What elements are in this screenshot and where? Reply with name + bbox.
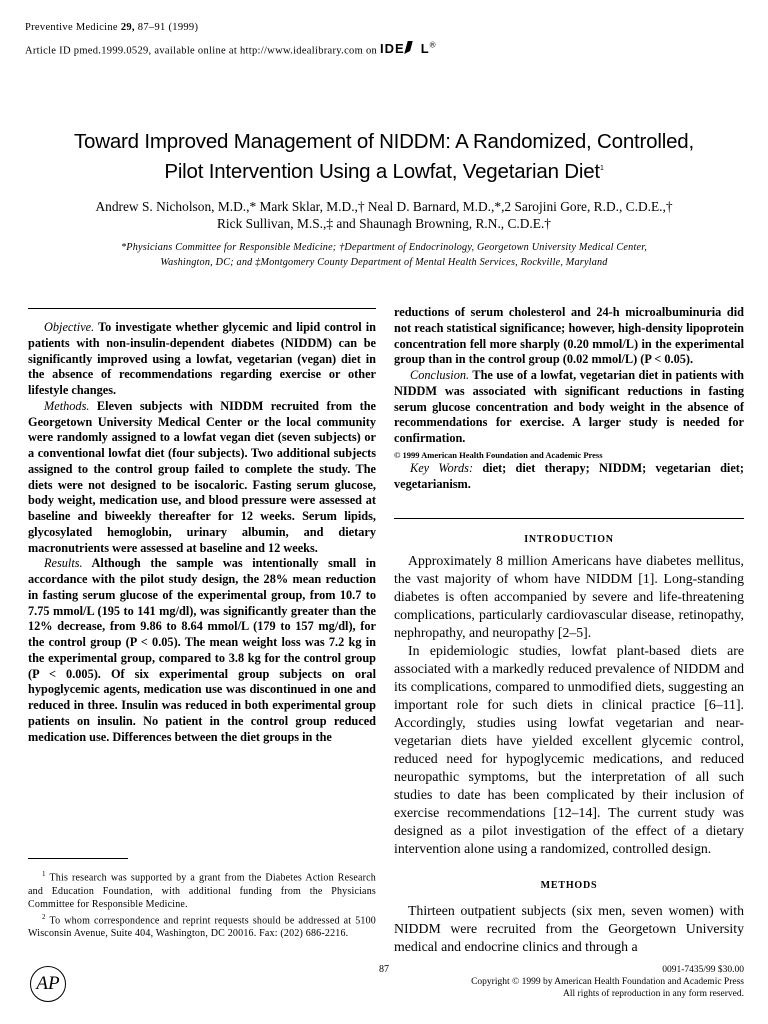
ideal-logo: IDE L®: [380, 41, 437, 57]
affil-line-1: *Physicians Committee for Responsible Medicine; †Department of Endocrinology, Georgetown University Medical Center,: [121, 242, 647, 253]
title-line-1: Toward Improved Management of NIDDM: A Randomized, Controlled,: [74, 130, 694, 153]
academic-press-logo-icon: AP: [30, 966, 66, 1002]
journal-name: Preventive Medicine: [25, 22, 118, 33]
article-title: [20, 128, 748, 185]
footer-copyright: Copyright © 1999 by American Health Foundation and Academic Press: [471, 977, 744, 987]
abstract-keywords: Key Words: diet; diet therapy; NIDDM; vegetarian diet; vegetarianism.: [394, 460, 744, 491]
page-number: 87: [379, 964, 389, 975]
abstract-conclusion: Conclusion. The use of a lowfat, vegetarian diet in patients with NIDDM was associated with significant reductions in fasting serum glucose concentration and body weight in the absence of recommendations for exercise. A larger study is needed for confirmation.: [394, 368, 744, 445]
authors-line-1: Andrew S. Nicholson, M.D.,* Mark Sklar, M.D.,† Neal D. Barnard, M.D.,*,2 Sarojini Gore, R.D., C.D.E.,†: [95, 199, 673, 214]
methods-paragraph-1: Thirteen outpatient subjects (six men, seven women) with NIDDM were recruited from the Georgetown University medical and endocrine clinics and through a: [394, 903, 744, 954]
abstract-results: Results. Although the sample was intentionally small in accordance with the pilot study design, the 28% mean reduction in fasting serum glucose of the experimental group, from 10.7 to 7.75 mmol/L (195 to 141 mg/dl), was significantly greater than the 12% decrease, from 9.86 to 8.64 mmol/L (179 to 157 mg/dl), for the control group (P < 0.05). The mean weight loss was 7.2 kg in the experimental group, compared to 3.8 kg for the control group (P < 0.005). Of six experimental group subjects on oral hypoglycemic agents, medication use was discontinued in one and reduced in three. Insulin was reduced in both experimental group patients on insulin. No patient in the control group reduced medication use. Differences between the diet groups in the: [28, 556, 376, 744]
footnote-rule: [28, 858, 128, 859]
footnote-1: $^1$ This research was supported by a grant from the Diabetes Action Research and Education Foundation, with additional funding from the Physicians Committee for Responsible Medicine.: [28, 870, 376, 910]
footer-rights: All rights of reproduction in any form reserved.: [563, 989, 744, 999]
abstract-top-rule: [28, 308, 376, 309]
author-list: [20, 198, 748, 232]
journal-volume: 29,: [120, 22, 135, 33]
article-id-line: [25, 38, 437, 58]
intro-paragraph-2: In epidemiologic studies, lowfat plant-based diets are associated with a markedly reduced prevalence of NIDDM and its complications, compared to unmodified diets, suggesting an important role for such diets in clinical practice [6–11]. Accordingly, studies using lowfat vegetarian and near-vegetarian diets have yielded excellent glycemic control, reduced need for hypoglycemic medications, and reduced neuropathic symptoms, but the interpretation of all such studies to date has been complicated by their inclusion of exercise recommendations [12–14]. The current study was designed as a pilot investigation of the effect of a dietary intervention alone using a randomized, controlled design.: [394, 643, 744, 856]
abstract-left-column: [28, 320, 376, 745]
abstract-copyright: © 1999 American Health Foundation and Academic Press: [394, 449, 603, 460]
methods-heading: METHODS: [540, 880, 598, 891]
objective-label: Objective.: [44, 320, 95, 334]
page-footer: [394, 964, 744, 1000]
journal-pages: 87–91 (1999): [137, 22, 199, 33]
footnote-2: $^2$ To whom correspondence and reprint requests should be addressed at 5100 Wisconsin Avenue, Suite 404, Washington, DC 20016. Fax: (202) 686-2216.: [28, 912, 376, 940]
abstract-bottom-rule: [394, 518, 744, 519]
intro-paragraph-1: Approximately 8 million Americans have diabetes mellitus, the vast majority of whom have NIDDM [1]. Long-standing diabetes is often accompanied by severe and life-threatening complications, particularly cardiovascular disease, retinopathy, nephropathy, and neuropathy [2–5].: [394, 553, 744, 640]
journal-citation: [25, 20, 198, 35]
footnotes: [28, 868, 376, 941]
affiliations: [20, 240, 748, 270]
abstract-right-column: [394, 305, 744, 492]
ideal-logo-mark-icon: [404, 41, 421, 54]
intro-heading: INTRODUCTION: [524, 534, 614, 545]
abstract-methods: Methods. Eleven subjects with NIDDM recruited from the Georgetown University Medical Center or the local community were randomly assigned to a lowfat vegan diet (seven subjects) or a conventional lowfat diet (four subjects). Two additional subjects assigned to the control group failed to complete the study. The diets were not designed to be isocaloric. Fasting serum glucose, body weight, medication use, and blood pressure were assessed at baseline and biweekly thereafter for 12 weeks. Serum lipids, glycosylated hemoglobin, urinary albumin, and dietary macronutrients were assessed at baseline and 12 weeks.: [28, 398, 376, 555]
authors-line-2: Rick Sullivan, M.S.,‡ and Shaunagh Browning, R.N., C.D.E.†: [216, 216, 552, 231]
keywords-label: Key Words:: [410, 460, 474, 475]
results-label: Results.: [44, 556, 83, 571]
methods-body: [394, 902, 744, 956]
affil-line-2: Washington, DC; and ‡Montgomery County Department of Mental Health Services, Rockville, Maryland: [160, 257, 608, 268]
methods-label: Methods.: [44, 398, 90, 413]
conclusion-label: Conclusion.: [410, 368, 470, 382]
abstract-results-continued: reductions of serum cholesterol and 24-h microalbuminuria did not reach statistical significance; however, high-density lipoprotein concentration fell more sharply (0.20 mmol/L) in the experimental group than in the control group (0.02 mmol/L) (P < 0.05).: [394, 305, 744, 367]
issn-price: 0091-7435/99 $30.00: [662, 965, 744, 975]
article-id-text: Article ID pmed.1999.0529, available online at http://www.idealibrary.com on: [25, 45, 378, 57]
intro-body: [394, 552, 744, 858]
abstract-objective: Objective. To investigate whether glycemic and lipid control in patients with non-insulin-dependent diabetes (NIDDM) can be significantly improved using a lowfat, vegetarian (vegan) diet in the absence of recommendations regarding exercise or other lifestyle changes.: [28, 320, 376, 397]
title-footnote-mark: 1: [599, 165, 604, 172]
title-line-2: Pilot Intervention Using a Lowfat, Vegetarian Diet: [164, 159, 600, 183]
